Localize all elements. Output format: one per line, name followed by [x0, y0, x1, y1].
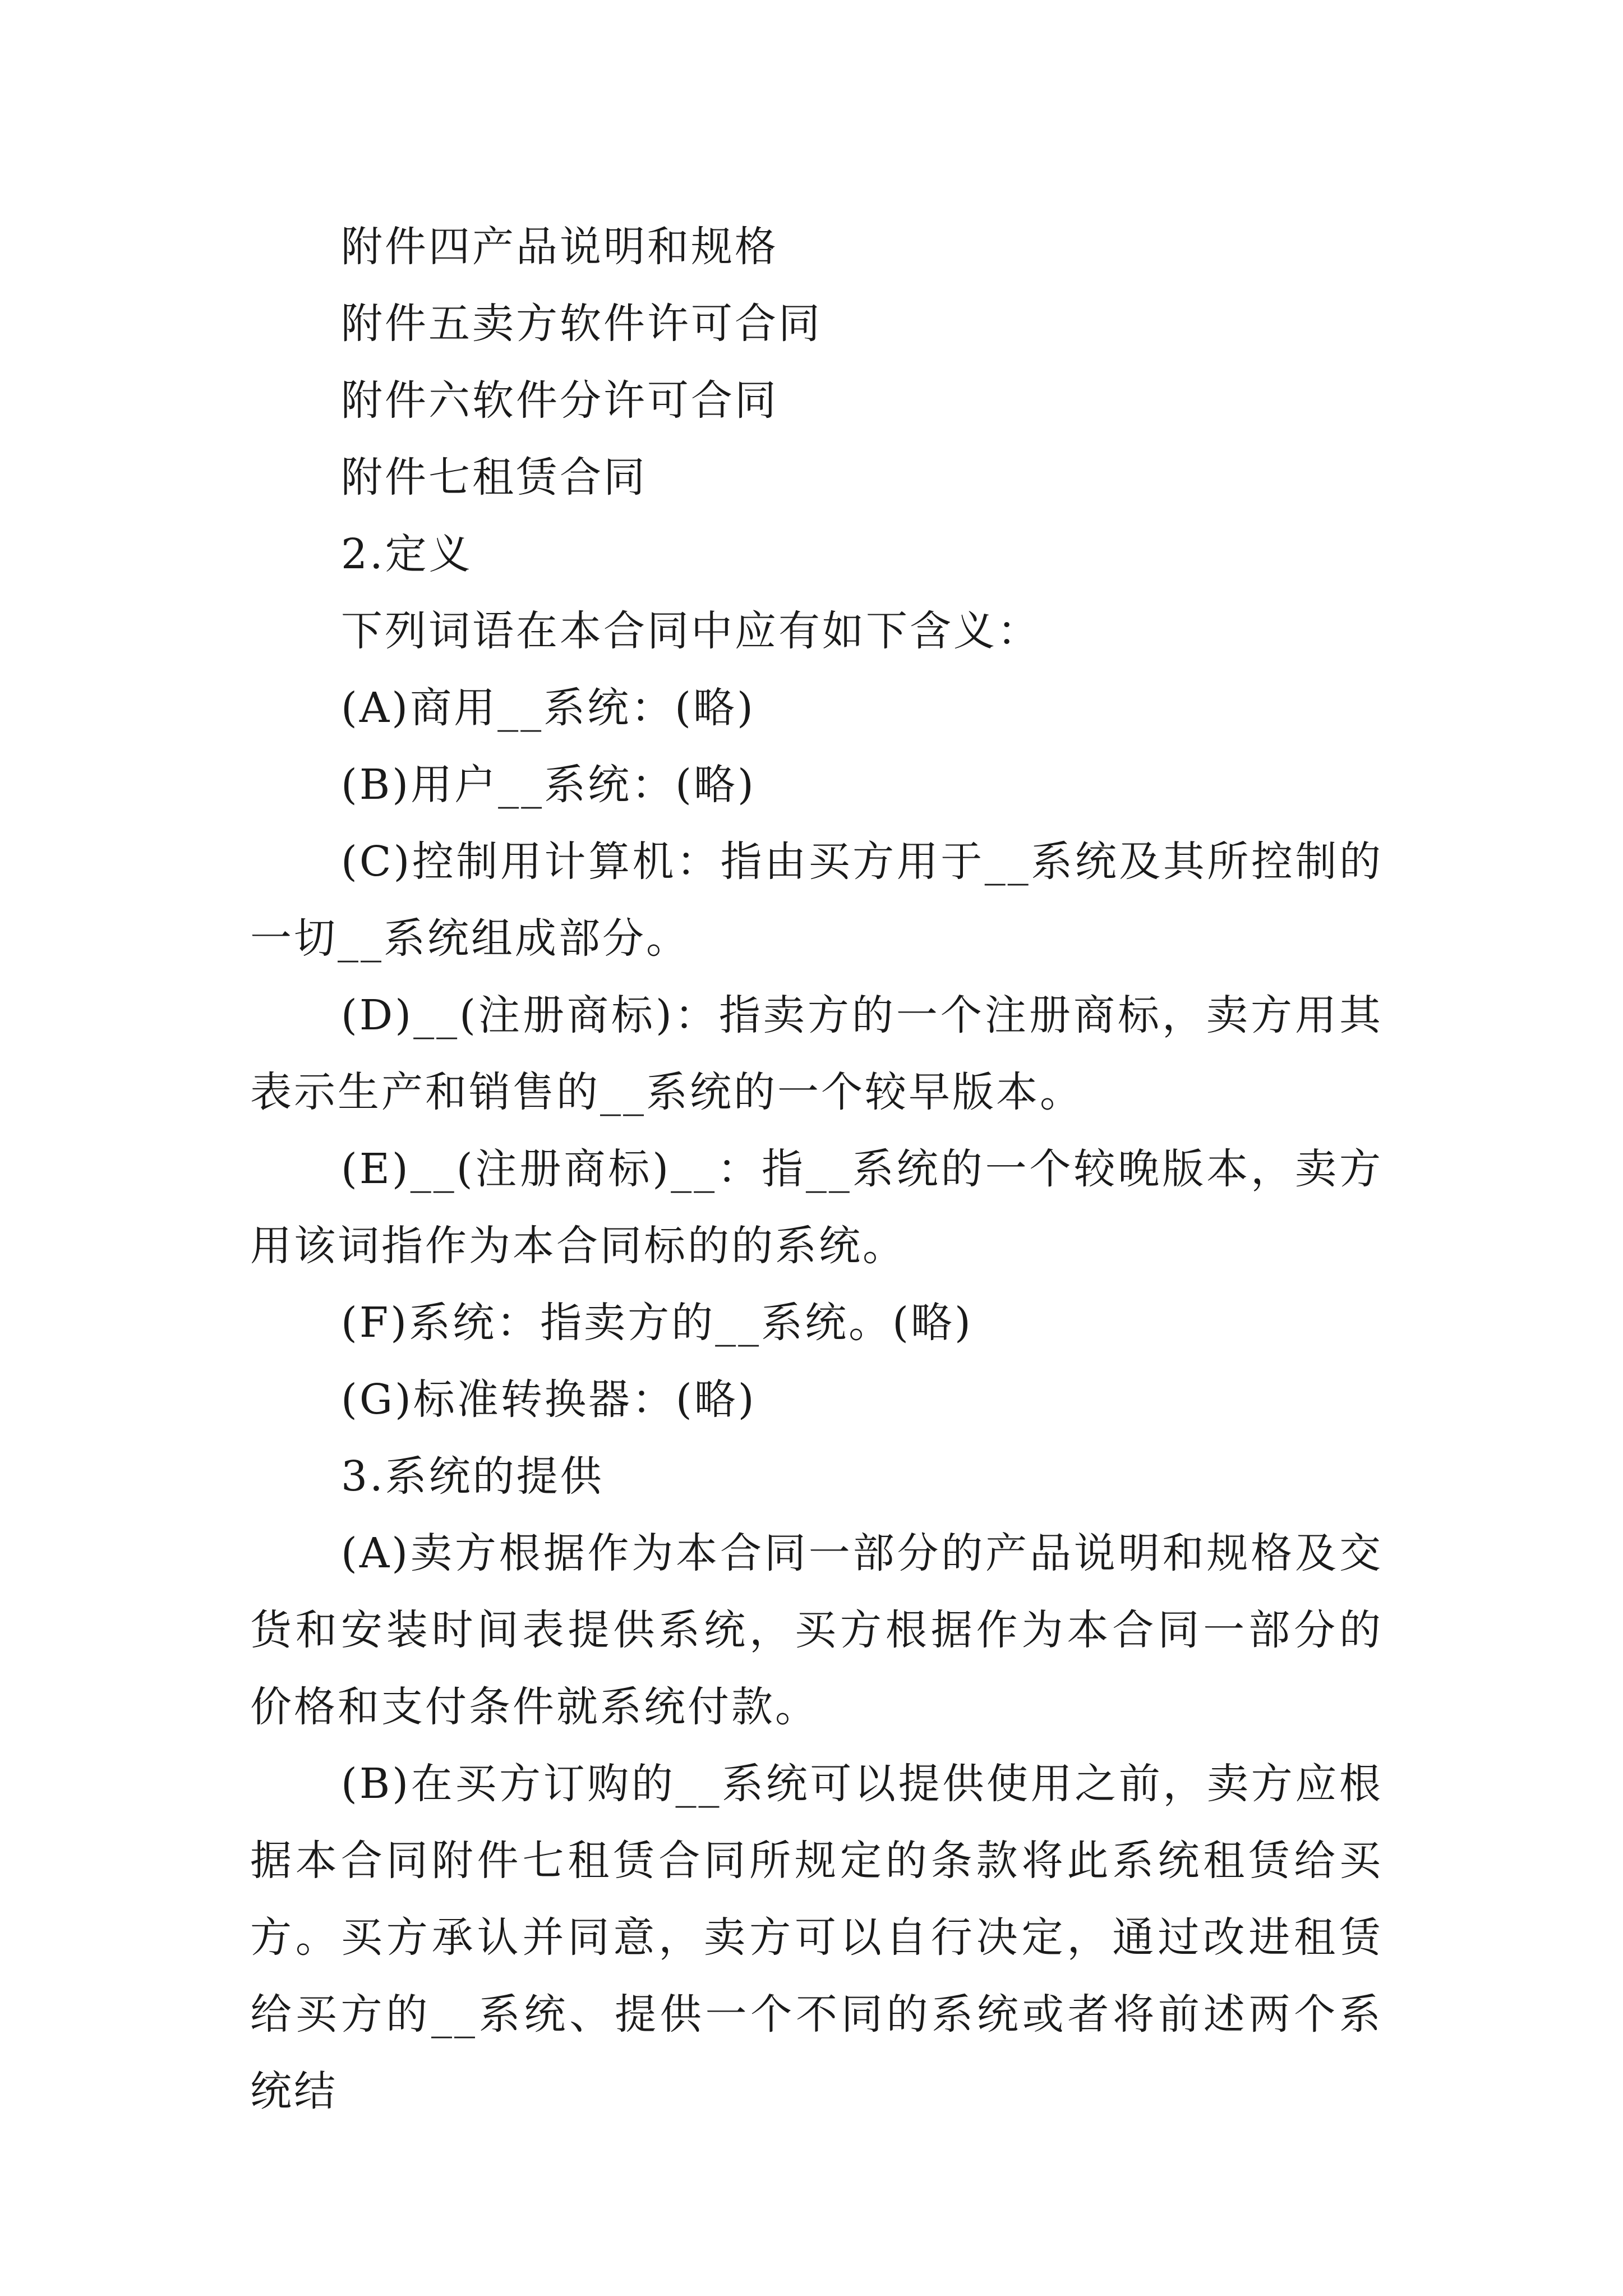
clause-3a: (A)卖方根据作为本合同一部分的产品说明和规格及交货和安装时间表提供系统，买方根据作为本合同一部分的价格和支付条件就系统付款。	[250, 1529, 1383, 1731]
definition-d: (D)__(注册商标)：指卖方的一个注册商标，卖方用其表示生产和销售的__系统的一个较早版本。	[250, 991, 1383, 1116]
document-body	[250, 209, 1383, 2130]
paragraph-annex-5: 附件五卖方软件许可合同	[341, 300, 822, 348]
definition-c: (C)控制用计算机：指由买方用于__系统及其所控制的一切__系统组成部分。	[250, 838, 1383, 963]
paragraph-definitions-intro: 下列词语在本合同中应有如下含义：	[341, 607, 1041, 655]
definition-g: (G)标准转换器：(略)	[341, 1375, 757, 1424]
definition-a: (A)商用__系统：(略)	[341, 684, 755, 732]
section-heading-system-supply: 3.系统的提供	[341, 1452, 604, 1501]
paragraph-annex-4: 附件四产品说明和规格	[341, 223, 778, 271]
definition-e: (E)__(注册商标)__：指__系统的一个较晚版本，卖方用该词指作为本合同标的的系统。	[250, 1145, 1383, 1270]
section-heading-definitions: 2.定义	[341, 530, 473, 578]
definition-f: (F)系统：指卖方的__系统。(略)	[341, 1299, 973, 1347]
definition-b: (B)用户__系统：(略)	[341, 761, 756, 809]
paragraph-annex-7: 附件七租赁合同	[341, 453, 647, 501]
paragraph-annex-6: 附件六软件分许可合同	[341, 376, 778, 425]
clause-3b: (B)在买方订购的__系统可以提供使用之前，卖方应根据本合同附件七租赁合同所规定的条款将此系统租赁给买方。买方承认并同意，卖方可以自行决定，通过改进租赁给买方的__系统、提供一个不同的系统或者将前述两个系统结	[250, 1760, 1383, 2115]
